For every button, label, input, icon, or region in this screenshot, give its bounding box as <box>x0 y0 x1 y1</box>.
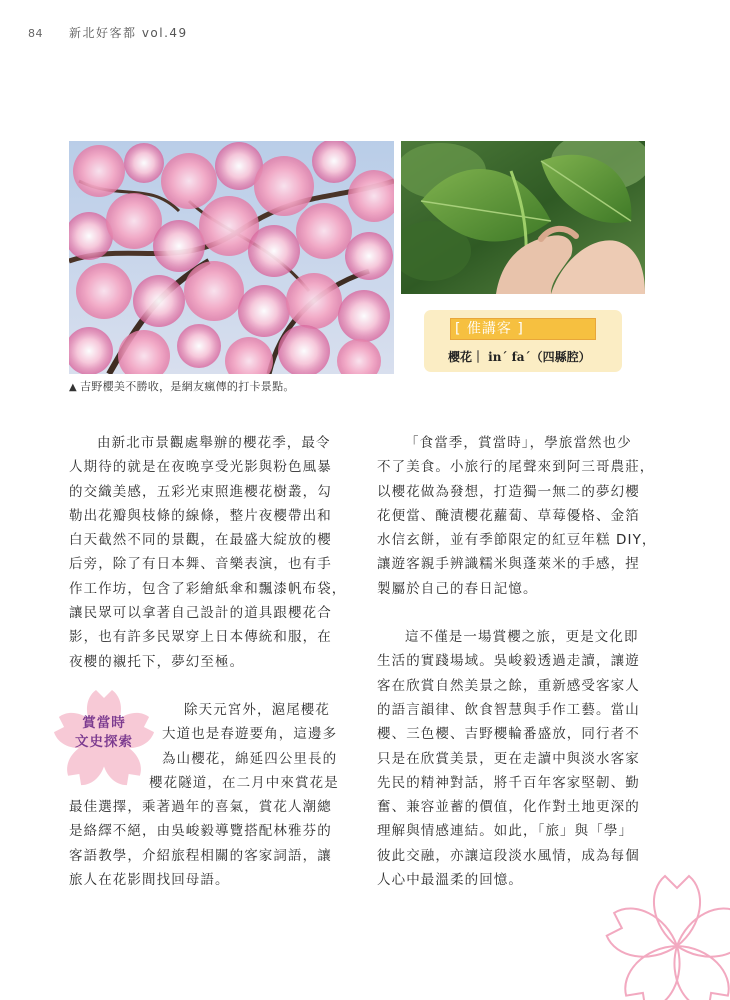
page-number: 84 <box>28 27 43 40</box>
leaf-in-hands-photo <box>401 141 645 294</box>
text-line: 先民的精神對話，將千百年客家堅韌、勤 <box>377 774 640 791</box>
text-line: 大道也是春遊要角，這邊多 <box>162 726 338 743</box>
text-line: 人期待的就是在夜晚享受光影與粉色風暴 <box>69 459 332 476</box>
hakka-vocab-box <box>424 310 622 372</box>
text-line: 作工作坊，包含了彩繪紙傘和飄漆帆布袋， <box>69 580 347 597</box>
text-line: 櫻花隧道，在二月中來賞花是 <box>149 774 339 791</box>
text-line: 旅人在花影間找回母語。 <box>69 872 230 889</box>
text-line: 「食當季，賞當時」，學旅當然也少 <box>405 435 632 451</box>
paragraph <box>377 431 657 601</box>
page-header <box>28 24 188 41</box>
text-line: 除天元宮外，滬尾櫻花 <box>184 701 330 718</box>
text-line: 以櫻花做為發想，打造獨一無二的夢幻櫻 <box>377 483 640 500</box>
text-line: 生活的實踐場域。吳峻毅透過走讀，讓遊 <box>377 653 640 670</box>
text-line: 不了美食。小旅行的尾聲來到阿三哥農莊， <box>377 459 655 476</box>
text-line: 客語教學，介紹旅程相關的客家詞語，讓 <box>69 847 332 864</box>
text-line: 只是在欣賞美景，更在走讀中與淡水客家 <box>377 750 640 767</box>
sakura-outline-icon <box>562 826 730 1000</box>
text-line: 由新北市景觀處舉辦的櫻花季，最令 <box>97 435 331 451</box>
publication-title: 新北好客都 vol.49 <box>69 26 188 40</box>
text-line: 勒出花瓣與枝條的線條，整片夜櫻帶出和 <box>69 507 332 524</box>
article-column-right <box>377 431 657 892</box>
text-line: 的交織美感，五彩光束照進櫻花樹叢，勾 <box>69 483 332 500</box>
badge-line: 賞當時 <box>82 715 126 731</box>
hakka-pronunciation: 櫻花｜ inˊ faˊ（四縣腔） <box>448 350 591 364</box>
text-line: 影，也有許多民眾穿上日本傳統和服，在 <box>69 629 332 646</box>
text-line: 客在欣賞自然美景之餘，重新感受客家人 <box>377 677 640 694</box>
badge-line: 文史探索 <box>75 734 133 750</box>
text-line: 這不僅是一場賞櫻之旅，更是文化即 <box>405 629 639 646</box>
text-line: 的語言韻律、飲食智慧與手作工藝。當山 <box>377 701 640 718</box>
text-line: 彼此交融，亦讓這段淡水風情，成為每個 <box>377 847 640 864</box>
text-line: 櫻、三色櫻、吉野櫻輪番盛放，同行者不 <box>377 726 640 743</box>
text-line: 人心中最溫柔的回憶。 <box>377 872 523 889</box>
text-line: 讓民眾可以拿著自己設計的道具跟櫻花合 <box>69 605 332 622</box>
text-line: 夜櫻的襯托下，夢幻至極。 <box>69 653 245 670</box>
triangle-marker-icon: ▲ <box>69 382 77 393</box>
article-column-left <box>69 431 347 892</box>
text-line: 花便當、醃漬櫻花蘿蔔、草莓優格、金箔 <box>377 507 640 524</box>
text-line: 是絡繹不絕，由吳峻毅導覽搭配林雅芬的 <box>69 823 332 840</box>
caption-text: 吉野櫻美不勝收，是網友瘋傳的打卡景點。 <box>80 380 295 393</box>
hakka-vocab-title: [ 倠講客 ] <box>450 318 596 340</box>
photo-caption <box>69 378 295 394</box>
paragraph <box>69 431 347 674</box>
text-line: 讓遊客親手辨識糯米與蓬萊米的手感，捏 <box>377 556 640 573</box>
text-line: 為山櫻花，綿延四公里長的 <box>162 750 338 767</box>
sakura-badge-text <box>48 714 160 752</box>
text-line: 製屬於自己的春日記憶。 <box>377 580 538 597</box>
text-line: 白天截然不同的景觀，在最盛大綻放的櫻 <box>69 532 332 549</box>
text-line: 最佳選擇，乘著過年的喜氣，賞花人潮總 <box>69 799 332 816</box>
text-line: 理解與情感連結。如此，「旅」與「學」 <box>377 823 634 840</box>
text-line: 水信玄餅，並有季節限定的紅豆年糕 DIY， <box>377 532 657 549</box>
text-line: 后旁，除了有日本舞、音樂表演，也有手 <box>69 556 332 573</box>
cherry-blossom-photo <box>69 141 394 374</box>
text-line: 奮、兼容並蓄的價值，化作對土地更深的 <box>377 799 640 816</box>
